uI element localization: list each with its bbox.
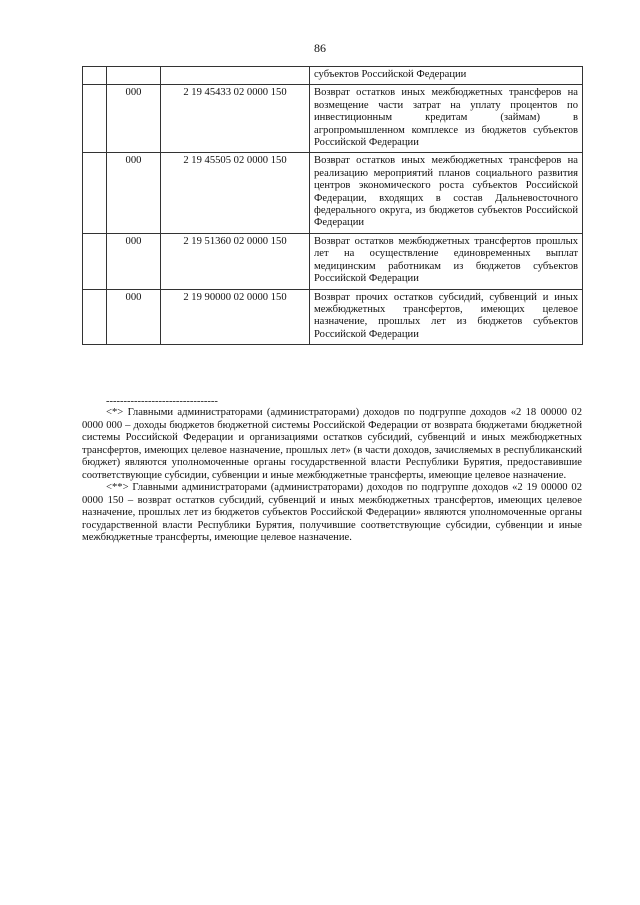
table-cell-revenue-code: 2 19 51360 02 0000 150 bbox=[161, 233, 310, 289]
table-cell-revenue-code: 2 19 45433 02 0000 150 bbox=[161, 85, 310, 153]
table-row bbox=[83, 67, 583, 85]
footnote-separator: -------------------------------- bbox=[106, 396, 218, 407]
table-cell-admin-code: 000 bbox=[107, 289, 161, 345]
table-row bbox=[83, 289, 583, 345]
page-number: 86 bbox=[314, 41, 326, 55]
table-cell-revenue-name: Возврат остатков иных межбюджетных трансферов на возмещение части затрат на уплату процентов по инвестиционным кредитам (займам) в агропромышленном комплексе из бюджетов субъектов Российской Федерации bbox=[310, 85, 583, 153]
table-cell-revenue-code: 2 19 45505 02 0000 150 bbox=[161, 153, 310, 233]
table-cell-revenue-code: 2 19 90000 02 0000 150 bbox=[161, 289, 310, 345]
table-cell-blank bbox=[83, 233, 107, 289]
table-cell-revenue-code bbox=[161, 67, 310, 85]
table-cell-blank bbox=[83, 153, 107, 233]
table-row bbox=[83, 153, 583, 233]
footnote-2: <**> Главными администраторами (администраторами) доходов по подгруппе доходов «2 19 00000 02 0000 150 – возврат остатков субсидий, субвенций и иных межбюджетных трансфертов, имеющих целевое назначение, прошлых лет из бюджетов субъектов Российской Федерации» являются уполномоченные органы государственной власти Республики Бурятия, получившие соответствующие субсидии, субвенции и иные межбюджетные трансферты, имеющие целевое назначение. bbox=[82, 482, 582, 543]
table-cell-revenue-name: субъектов Российской Федерации bbox=[310, 67, 583, 85]
table-cell-revenue-name: Возврат прочих остатков субсидий, субвенций и иных межбюджетных трансфертов, имеющих целевое назначение, прошлых лет из бюджетов субъектов Российской Федерации bbox=[310, 289, 583, 345]
table-row bbox=[83, 85, 583, 153]
table-cell-admin-code: 000 bbox=[107, 85, 161, 153]
budget-revenue-table bbox=[82, 66, 583, 345]
table-cell-blank bbox=[83, 85, 107, 153]
table-cell-admin-code bbox=[107, 67, 161, 85]
table-row bbox=[83, 233, 583, 289]
table-cell-admin-code: 000 bbox=[107, 233, 161, 289]
table-cell-blank bbox=[83, 289, 107, 345]
table-cell-revenue-name: Возврат остатков межбюджетных трансфертов прошлых лет на осуществление единовременных выплат медицинским работникам из бюджетов субъектов Российской Федерации bbox=[310, 233, 583, 289]
footnotes bbox=[82, 407, 582, 545]
table-cell-revenue-name: Возврат остатков иных межбюджетных трансферов на реализацию мероприятий планов социального развития центров экономического роста субъектов Российской Федерации, входящих в состав Дальневосточного федерального округа, из бюджетов субъектов Российской Федерации bbox=[310, 153, 583, 233]
table-cell-admin-code: 000 bbox=[107, 153, 161, 233]
footnote-1: <*> Главными администраторами (администраторами) доходов по подгруппе доходов «2 18 00000 02 0000 000 – доходы бюджетов бюджетной системы Российской Федерации от возврата бюджетами бюджетной системы Российской Федерации и организациями остатков субсидий, субвенций и иных межбюджетных трансфертов, имеющих целевое назначение, прошлых лет» (в части доходов, зачисляемых в республиканский бюджет) являются уполномоченные органы государственной власти Республики Бурятия, предоставившие соответствующие субсидии, субвенции и иные межбюджетные трансферты, имеющие целевое назначение. bbox=[82, 407, 582, 481]
table-cell-blank bbox=[83, 67, 107, 85]
